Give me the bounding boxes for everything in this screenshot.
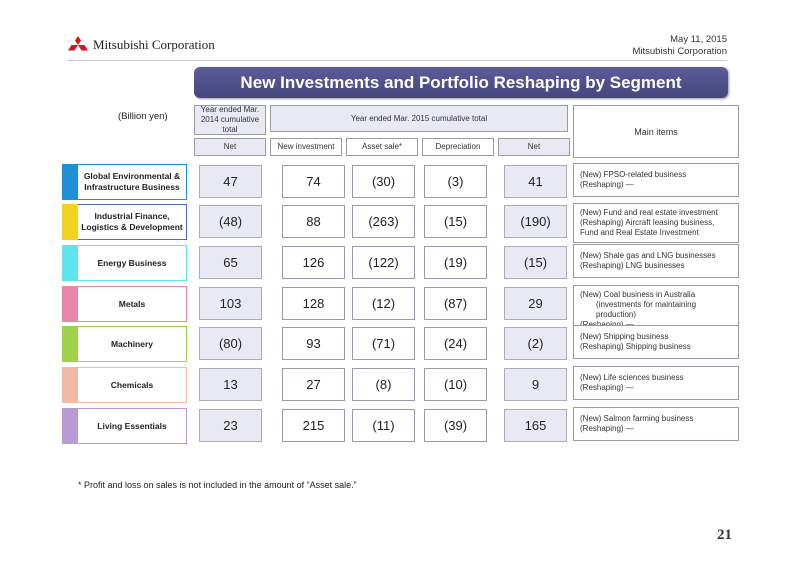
depreciation-value: (19) (424, 246, 487, 279)
new-investment-value: 126 (282, 246, 345, 279)
segment-color-bar (62, 164, 78, 200)
segment-color-bar (62, 326, 78, 362)
net-2015-value: (190) (504, 205, 567, 238)
new-investment-value: 88 (282, 205, 345, 238)
main-item-line: (investments for maintaining production) (596, 300, 697, 319)
prev-net-header: Net (194, 138, 266, 156)
asset-sale-value: (71) (352, 327, 415, 360)
main-items-cell (573, 163, 739, 197)
segment-label (62, 286, 187, 322)
segment-label (62, 204, 187, 240)
segment-label (62, 245, 187, 281)
segment-name: Energy Business (78, 245, 187, 281)
main-item-line: (Reshaping) — (580, 180, 634, 189)
new-investment-header: New investment (270, 138, 342, 156)
header-divider (68, 60, 727, 61)
net-2014-value: 47 (199, 165, 262, 198)
asset-sale-value: (122) (352, 246, 415, 279)
depreciation-value: (3) (424, 165, 487, 198)
company-logo (68, 36, 215, 54)
asset-sale-value: (30) (352, 165, 415, 198)
header-meta (632, 34, 727, 58)
net-2015-value: 41 (504, 165, 567, 198)
main-item-line: (New) Coal business in Australia (580, 290, 696, 299)
main-items-cell (573, 244, 739, 278)
net-2015-value: 165 (504, 409, 567, 442)
main-item-line: (New) Shipping business (580, 332, 669, 341)
depreciation-value: (24) (424, 327, 487, 360)
new-investment-value: 74 (282, 165, 345, 198)
net-2014-value: 103 (199, 287, 262, 320)
depreciation-value: (15) (424, 205, 487, 238)
segment-color-bar (62, 408, 78, 444)
asset-sale-value: (8) (352, 368, 415, 401)
net-2015-value: (2) (504, 327, 567, 360)
segment-label (62, 164, 187, 200)
new-investment-value: 27 (282, 368, 345, 401)
main-item-line: (Reshaping) — (580, 424, 634, 433)
asset-sale-value: (12) (352, 287, 415, 320)
new-investment-value: 93 (282, 327, 345, 360)
main-item-line: (New) Fund and real estate investment (580, 208, 718, 217)
main-item-line: (New) FPSO-related business (580, 170, 687, 179)
new-investment-value: 128 (282, 287, 345, 320)
depreciation-value: (39) (424, 409, 487, 442)
asset-sale-header: Asset sale* (346, 138, 418, 156)
page-title: New Investments and Portfolio Reshaping by Segment (194, 67, 728, 98)
curr-net-header: Net (498, 138, 570, 156)
main-items-cell (573, 325, 739, 359)
net-2015-value: (15) (504, 246, 567, 279)
prev-year-header: Year ended Mar. 2014 cumulative total (194, 105, 266, 135)
net-2014-value: (80) (199, 327, 262, 360)
segment-name: Machinery (78, 326, 187, 362)
segment-name: Metals (78, 286, 187, 322)
main-item-line: (New) Life sciences business (580, 373, 684, 382)
net-2014-value: 23 (199, 409, 262, 442)
main-item-line: (New) Salmon farming business (580, 414, 694, 423)
header-company: Mitsubishi Corporation (632, 46, 727, 57)
main-item-line: (Reshaping) Aircraft leasing business, Fund and Real Estate Investment (580, 218, 715, 237)
segment-color-bar (62, 204, 78, 240)
asset-sale-value: (263) (352, 205, 415, 238)
main-items-cell (573, 407, 739, 441)
main-items-cell (573, 203, 739, 243)
main-item-line: (Reshaping) LNG businesses (580, 261, 685, 270)
main-item-line: (Reshaping) — (580, 383, 634, 392)
segment-name: Industrial Finance, Logistics & Development (78, 204, 187, 240)
segment-color-bar (62, 245, 78, 281)
report-date: May 11, 2015 (670, 34, 727, 45)
main-items-header: Main items (573, 105, 739, 158)
segment-color-bar (62, 286, 78, 322)
curr-year-header: Year ended Mar. 2015 cumulative total (270, 105, 568, 132)
segment-label (62, 367, 187, 403)
new-investment-value: 215 (282, 409, 345, 442)
footnote: * Profit and loss on sales is not included in the amount of “Asset sale.” (78, 480, 357, 490)
segment-label (62, 408, 187, 444)
main-item-line: (New) Shale gas and LNG businesses (580, 251, 716, 260)
segment-name: Global Environmental & Infrastructure Business (78, 164, 187, 200)
asset-sale-value: (11) (352, 409, 415, 442)
three-diamonds-logo-icon (68, 36, 88, 54)
net-2014-value: 65 (199, 246, 262, 279)
page-number: 21 (717, 527, 732, 543)
depreciation-value: (10) (424, 368, 487, 401)
unit-label: (Billion yen) (118, 111, 168, 122)
net-2015-value: 29 (504, 287, 567, 320)
segment-label (62, 326, 187, 362)
company-logo-text: Mitsubishi Corporation (93, 37, 215, 52)
segment-name: Chemicals (78, 367, 187, 403)
net-2015-value: 9 (504, 368, 567, 401)
main-item-line: (Reshaping) Shipping business (580, 342, 691, 351)
main-items-cell (573, 366, 739, 400)
depreciation-header: Depreciation (422, 138, 494, 156)
segment-color-bar (62, 367, 78, 403)
depreciation-value: (87) (424, 287, 487, 320)
net-2014-value: (48) (199, 205, 262, 238)
net-2014-value: 13 (199, 368, 262, 401)
segment-name: Living Essentials (78, 408, 187, 444)
